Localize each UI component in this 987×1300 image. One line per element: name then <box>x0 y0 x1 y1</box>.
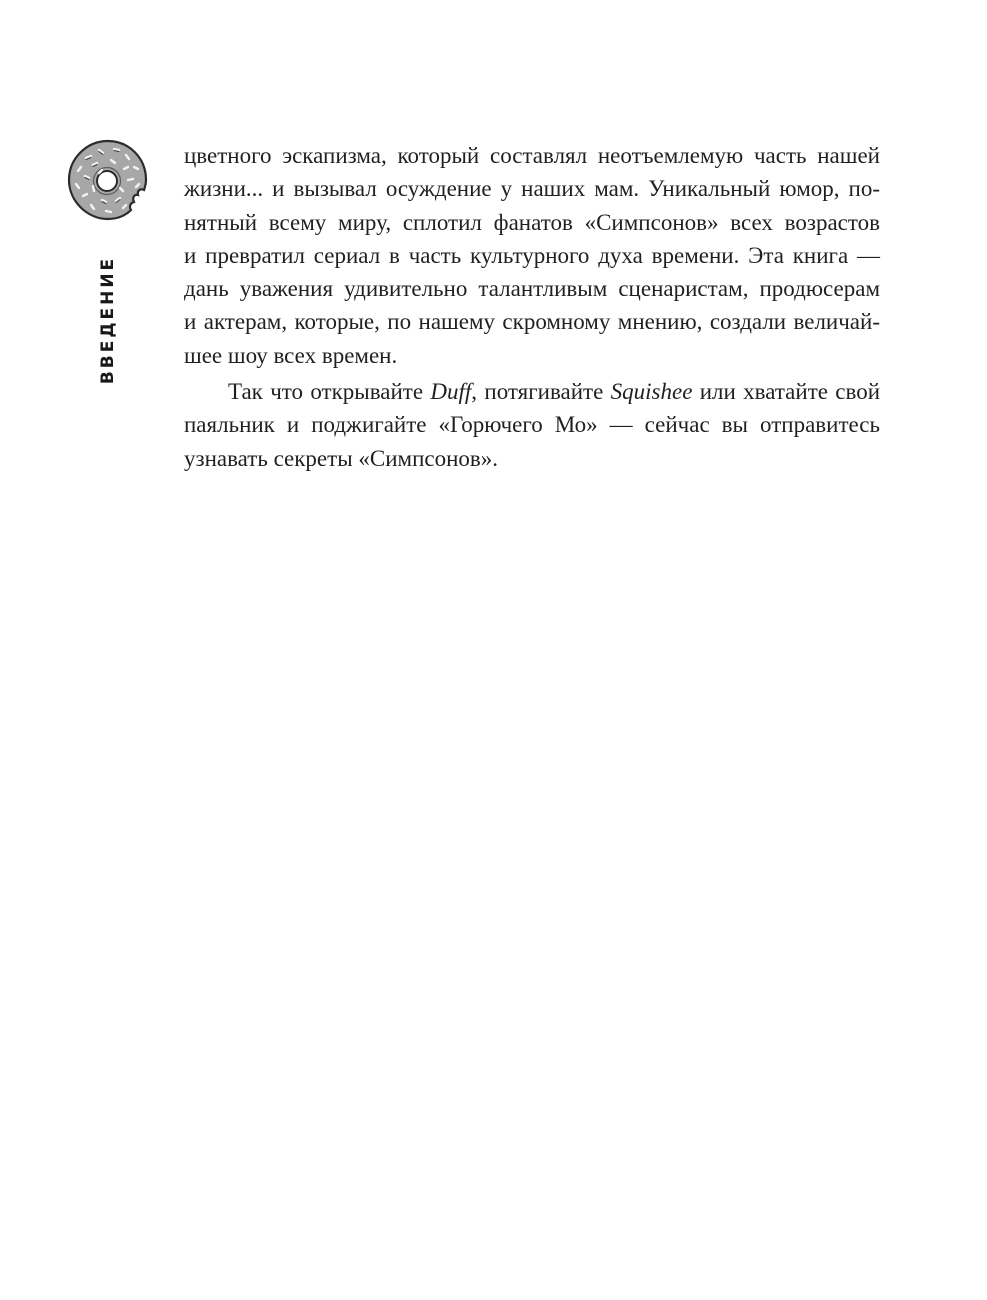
text-line <box>184 375 880 408</box>
text-line: и актерам, которые, по нашему скромному мнению, создали величай- <box>184 309 880 335</box>
donut-icon <box>66 138 150 222</box>
section-title: ВВЕДЕНИЕ <box>98 255 118 385</box>
text-line: узнавать секреты «Симпсонов». <box>184 445 499 471</box>
text-line: дань уважения удивительно талантливым сценаристам, продюсерам <box>184 276 880 302</box>
text-line: шее шоу всех времен. <box>184 342 398 368</box>
text-line: цветного эскапизма, который составлял неотъемлемую часть нашей <box>184 143 880 168</box>
text-fragment: , потягивайте <box>471 379 611 405</box>
brand-squishee: Squishee <box>610 379 693 405</box>
paragraph-2 <box>184 375 880 475</box>
text-line: жизни... и вызывал осуждение у наших мам. Уникальный юмор, по- <box>184 176 880 202</box>
paragraph-1 <box>184 139 880 372</box>
text-line: нятный всему миру, сплотил фанатов «Симпсонов» всех возрастов <box>184 209 880 235</box>
text-fragment: или хватайте свой <box>692 379 881 405</box>
text-line: и превратил сериал в часть культурного духа времени. Эта книга — <box>184 242 880 268</box>
body-text <box>184 139 880 475</box>
brand-duff: Duff <box>430 379 472 405</box>
text-fragment: Так что открывайте <box>228 379 431 405</box>
text-line: паяльник и поджигайте «Горючего Мо» — сейчас вы отправитесь <box>184 412 880 438</box>
